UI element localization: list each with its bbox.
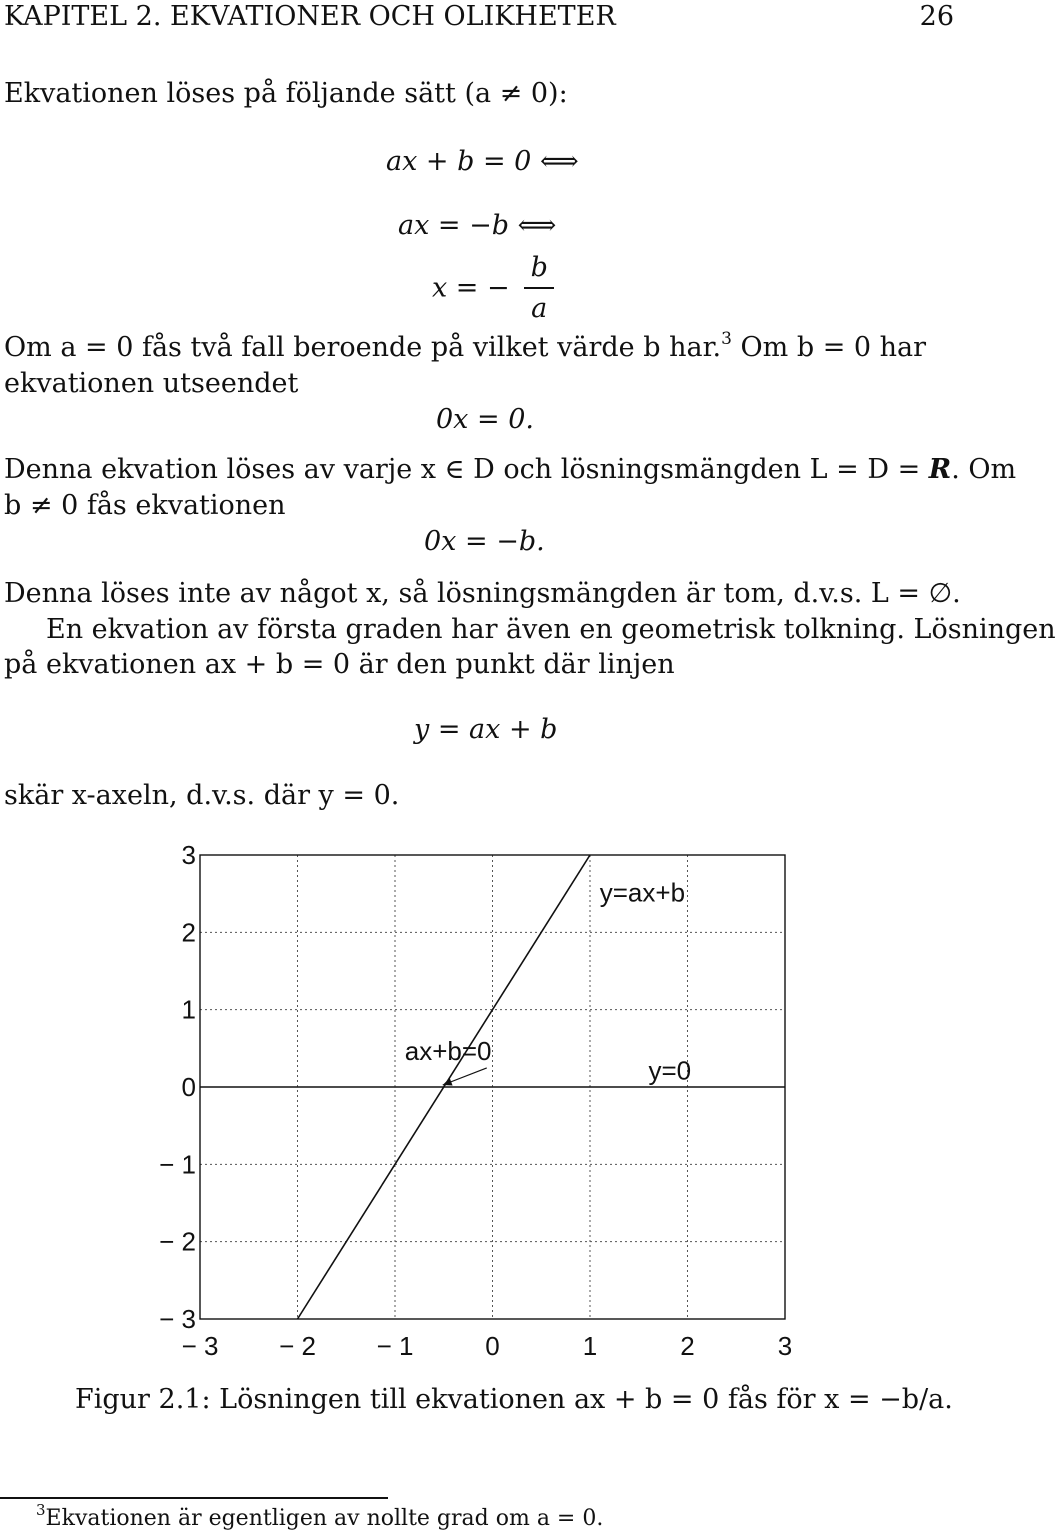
equation-step-3-lhs: x = − <box>432 272 510 304</box>
paragraph-1-text-cont: Om b = 0 har <box>731 332 927 363</box>
intro-sentence: Ekvationen löses på följande sätt (a ≠ 0): <box>4 78 568 109</box>
footnote-rule <box>0 1497 388 1499</box>
running-header: KAPITEL 2. EKVATIONER OCH OLIKHETER <box>4 1 616 32</box>
x-tick-label: 0 <box>485 1331 500 1361</box>
annotation-label: ax+b=0 <box>404 1035 492 1066</box>
equation-step-3 <box>432 254 554 322</box>
fraction-denominator: a <box>531 293 548 324</box>
equation-zero-x-minus-b: 0x = −b. <box>424 526 545 557</box>
footnote-text: Ekvationen är egentligen av nollte grad om a = 0. <box>45 1506 604 1531</box>
paragraph-3: Denna löses inte av något x, så lösningsmängden är tom, d.v.s. L = ∅. <box>4 578 961 609</box>
paragraph-2-line-2: b ≠ 0 fås ekvationen <box>4 490 286 521</box>
y-tick-label: − 3 <box>159 1304 196 1334</box>
paragraph-2-line-1 <box>4 456 1016 483</box>
figure-caption: Figur 2.1: Lösningen till ekvationen ax + b = 0 fås för x = −b/a. <box>75 1384 953 1415</box>
paragraph-4-line-2: på ekvationen ax + b = 0 är den punkt där linjen <box>4 649 675 680</box>
x-tick-label: 3 <box>777 1331 793 1361</box>
annotation-label: y=ax+b <box>599 877 686 908</box>
equation-zero-x-zero: 0x = 0. <box>436 404 534 435</box>
paragraph-2-text-end: . Om <box>951 454 1017 485</box>
fraction-bar <box>524 287 554 289</box>
paragraph-1-line-1 <box>4 329 927 363</box>
paragraph-2-text: Denna ekvation löses av varje x ∈ D och lösningsmängden L = D = <box>4 454 929 485</box>
real-numbers-symbol: R <box>928 454 952 485</box>
annotation-label: y=0 <box>648 1055 692 1086</box>
y-tick-label: 0 <box>181 1072 196 1102</box>
paragraph-5: skär x-axeln, d.v.s. där y = 0. <box>4 780 400 811</box>
equation-step-2: ax = −b ⟺ <box>398 210 557 241</box>
paragraph-1-text: Om a = 0 fås två fall beroende på vilket värde b har. <box>4 332 722 363</box>
x-tick-label: 2 <box>680 1331 695 1361</box>
x-tick-label: 1 <box>582 1331 598 1361</box>
x-tick-label: − 3 <box>181 1331 219 1361</box>
footnote <box>36 1500 604 1531</box>
x-tick-label: − 1 <box>376 1331 414 1361</box>
fraction <box>524 254 554 322</box>
y-tick-label: − 1 <box>159 1149 196 1180</box>
y-tick-label: 1 <box>181 994 196 1025</box>
y-tick-label: − 2 <box>159 1226 196 1257</box>
y-tick-label: 3 <box>181 840 196 870</box>
x-tick-label: − 2 <box>279 1331 316 1361</box>
y-tick-label: 2 <box>181 917 196 948</box>
paragraph-4-line-1: En ekvation av första graden har även en geometrisk tolkning. Lösningen <box>46 614 1056 645</box>
footnote-number: 3 <box>36 1500 46 1519</box>
equation-line: y = ax + b <box>414 714 558 745</box>
fraction-numerator: b <box>530 252 548 283</box>
annotation-arrowhead <box>443 1078 453 1085</box>
equation-step-1: ax + b = 0 ⟺ <box>386 146 579 177</box>
figure-plot <box>150 835 810 1375</box>
paragraph-1-line-2: ekvationen utseendet <box>4 368 299 399</box>
page-number: 26 <box>919 1 954 32</box>
footnote-mark: 3 <box>721 329 732 349</box>
